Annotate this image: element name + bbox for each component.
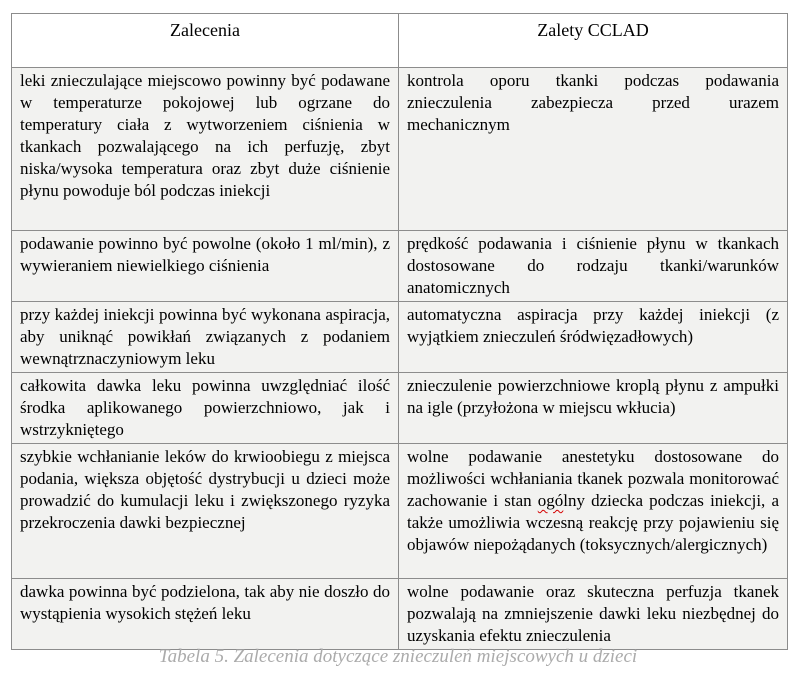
cell-zalety: wolne podawanie oraz skuteczna perfuzja tkanek pozwalają na zmniejszenie dawki leku niezbędnej do uzyskania efektu znieczulenia — [399, 579, 788, 650]
table-row — [12, 579, 788, 650]
cell-text: lny dziecka podczas iniekcji, a także umożliwia wczesną reakcję przy pojawieniu się objawów niepożądanych (toksycznych/alergicznych) — [407, 491, 779, 554]
table-row — [12, 373, 788, 444]
spellcheck-squiggle-text: ogó — [537, 491, 564, 510]
cell-zalety: znieczulenie powierzchniowe kroplą płynu z ampułki na igle (przyłożona w miejscu wkłucia) — [399, 373, 788, 444]
cell-zalecenia: podawanie powinno być powolne (około 1 ml/min), z wywieraniem niewielkiego ciśnienia — [12, 231, 399, 302]
cell-zalecenia: całkowita dawka leku powinna uwzględniać ilość środka aplikowanego powierzchniowo, jak i wstrzykniętego — [12, 373, 399, 444]
cell-zalety: prędkość podawania i ciśnienie płynu w tkankach dostosowane do rodzaju tkanki/warunków anatomicznych — [399, 231, 788, 302]
table-caption: Tabela 5. Zalecenia dotyczące znieczuleń miejscowych u dzieci — [158, 646, 638, 667]
cell-zalety — [399, 444, 788, 579]
cell-zalecenia: szybkie wchłanianie leków do krwioobiegu z miejsca podania, większa objętość dystrybucji u dzieci może prowadzić do kumulacji leku i zwiększonego ryzyka przekroczenia dawki bezpiecznej — [12, 444, 399, 579]
cell-zalecenia: leki znieczulające miejscowo powinny być podawane w temperaturze pokojowej lub ogrzane do temperatury ciała z wytworzeniem ciśnienia w tkankach pozwalającego na ich perfuzję, zbyt niska/wysoka temperatura oraz zbyt duże ciśnienie płynu powoduje ból podczas iniekcji — [12, 68, 399, 231]
table-row — [12, 68, 788, 231]
table-header-row — [12, 14, 788, 68]
table-row — [12, 444, 788, 579]
table-row — [12, 302, 788, 373]
cell-zalety: kontrola oporu tkanki podczas podawania znieczulenia zabezpiecza przed urazem mechanicznym — [399, 68, 788, 231]
cell-zalecenia: dawka powinna być podzielona, tak aby nie doszło do wystąpienia wysokich stężeń leku — [12, 579, 399, 650]
recommendations-table — [11, 13, 788, 650]
cell-zalety: automatyczna aspiracja przy każdej iniekcji (z wyjątkiem znieczuleń śródwięzadłowych) — [399, 302, 788, 373]
cell-text: wolne podawanie anestetyku dostosowane do możliwości wchłaniania tkanek pozwala monitorować zachowanie i stan — [407, 447, 779, 510]
table-row — [12, 231, 788, 302]
column-header-zalety-cclad: Zalety CCLAD — [399, 14, 788, 68]
column-header-zalecenia: Zalecenia — [12, 14, 399, 68]
cell-zalecenia: przy każdej iniekcji powinna być wykonana aspiracja, aby uniknąć powikłań związanych z podaniem wewnątrznaczyniowym leku — [12, 302, 399, 373]
